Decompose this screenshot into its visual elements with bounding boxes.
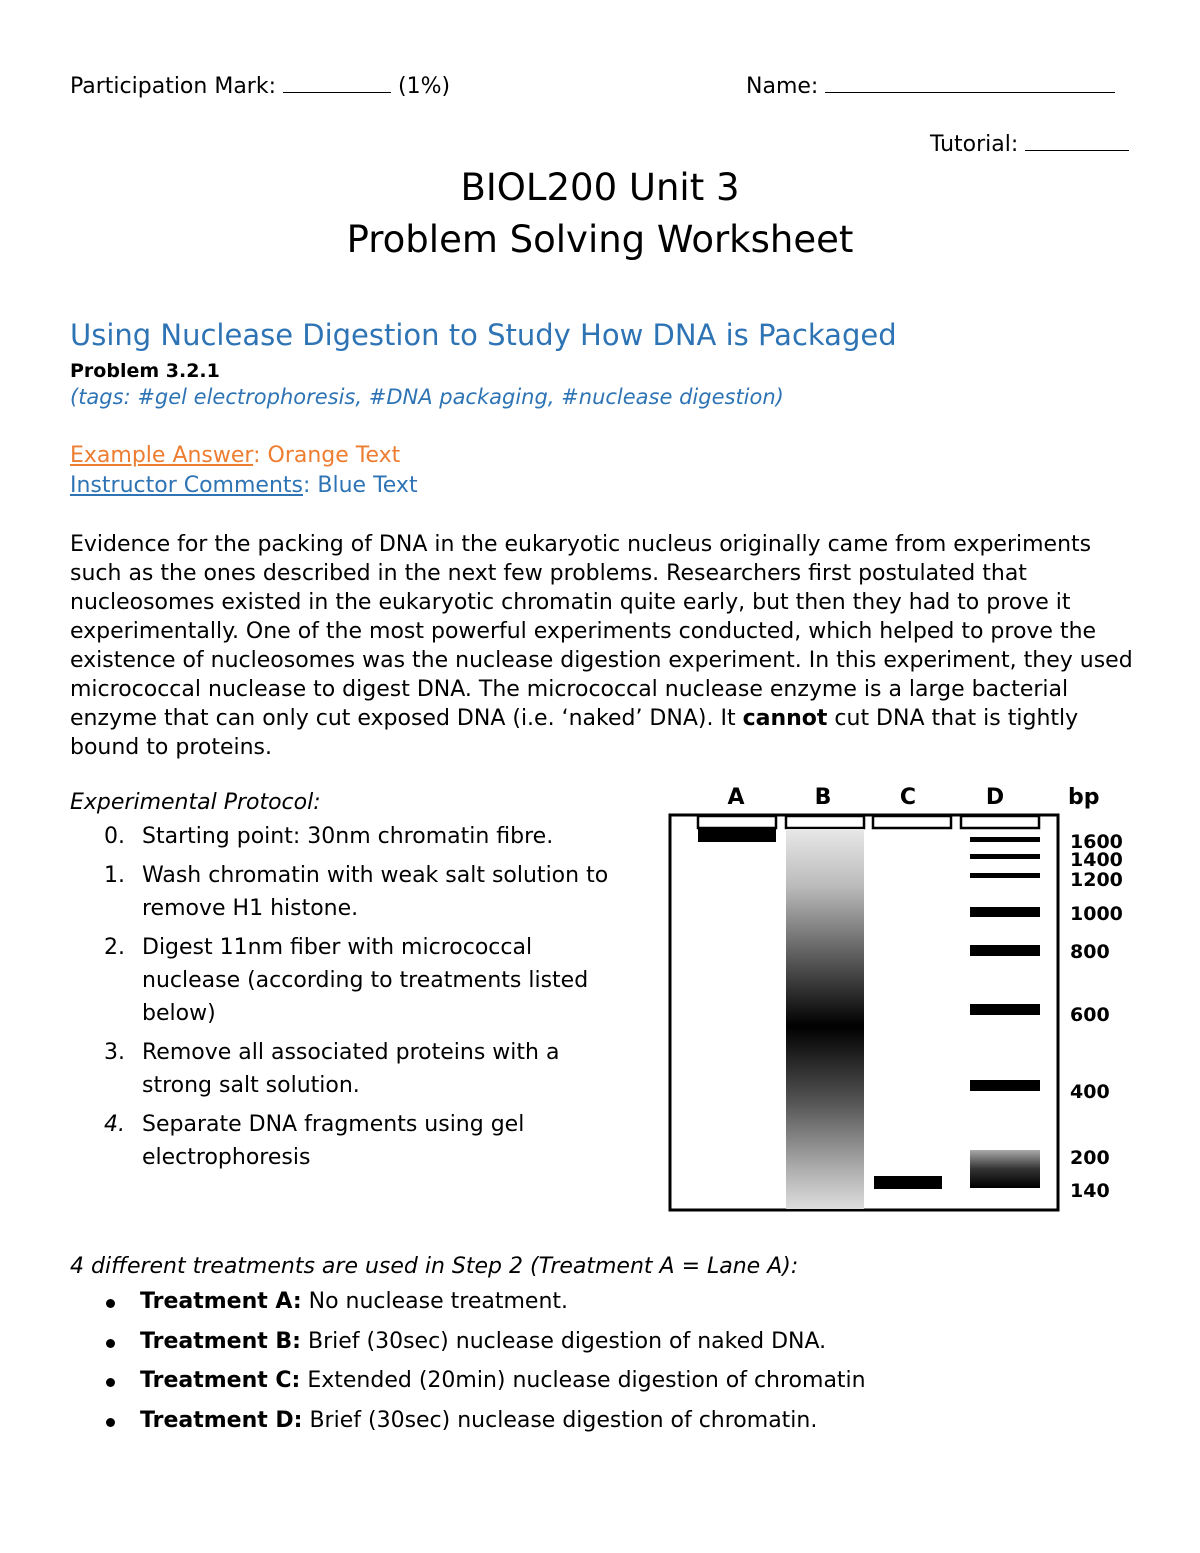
bp-label: 400 xyxy=(1070,1081,1110,1103)
participation-label: Participation Mark: xyxy=(70,74,276,99)
ladder-band xyxy=(970,945,1040,956)
title-line-2: Problem Solving Worksheet xyxy=(346,218,854,261)
gel-diagram xyxy=(660,780,1130,1220)
ladder-band xyxy=(970,1080,1040,1091)
tutorial-field xyxy=(930,132,1129,157)
example-answer-label: Example Answer xyxy=(70,443,254,468)
intro-paragraph: Evidence for the packing of DNA in the eukaryotic nucleus originally came from experiments such as the ones described in the next few problems. Researchers first postulated that nucleosomes existed in the eukaryotic chromatin quite early, but then they had to prove it experimentally. One of the most powerful experiments conducted, which helped to prove the existence of nucleosomes was the nuclease digestion experiment. In this experiment, they used micrococcal nuclease to digest DNA. The micrococcal nuclease enzyme is a large bacterial enzyme that can only cut exposed DNA (i.e. ‘naked’ DNA). It cannot cut DNA that is tightly bound to proteins. xyxy=(70,532,1133,760)
tutorial-blank[interactable] xyxy=(1025,150,1129,151)
lane-b-smear xyxy=(786,829,864,1209)
instructor-comments-label: Instructor Comments xyxy=(70,473,303,498)
well-b xyxy=(786,816,864,828)
participation-mark xyxy=(70,74,450,99)
ladder-band xyxy=(970,837,1040,842)
ladder-band xyxy=(970,1004,1040,1015)
participation-blank[interactable] xyxy=(283,92,391,93)
example-answer-legend: Example Answer: Orange Text xyxy=(70,443,401,468)
well-d xyxy=(961,816,1039,828)
problem-tags: (tags: #gel electrophoresis, #DNA packaging, #nuclease digestion) xyxy=(70,385,784,409)
ladder-smear xyxy=(970,1150,1040,1188)
bp-label: 1600 xyxy=(1070,831,1123,853)
bp-label: 1400 xyxy=(1070,849,1123,871)
ladder-band xyxy=(970,854,1040,859)
bp-label: 1200 xyxy=(1070,869,1123,891)
bp-label: 1000 xyxy=(1070,903,1123,925)
bp-label: 800 xyxy=(1070,941,1110,963)
treatment-item: Treatment C: Extended (20min) nuclease digestion of chromatin xyxy=(70,1368,1130,1408)
protocol-step: 4. Separate DNA fragments using gel electrophoresis xyxy=(104,1112,525,1170)
ladder-band xyxy=(970,873,1040,878)
bp-label: 140 xyxy=(1070,1180,1110,1202)
bp-label: 200 xyxy=(1070,1147,1110,1169)
title-line-1: BIOL200 Unit 3 xyxy=(460,166,740,209)
bp-unit-label: bp xyxy=(1068,785,1100,810)
bp-label: 600 xyxy=(1070,1004,1110,1026)
tutorial-label: Tutorial: xyxy=(930,132,1019,157)
section-heading: Using Nuclease Digestion to Study How DNA is Packaged xyxy=(70,318,897,352)
well-c xyxy=(873,816,951,828)
emphasis-cannot: cannot xyxy=(742,706,828,731)
lane-c-band xyxy=(874,1176,942,1189)
instructor-comments-legend: Instructor Comments: Blue Text xyxy=(70,473,418,498)
lane-a-band xyxy=(698,828,776,842)
ladder-band xyxy=(970,907,1040,917)
name-label: Name: xyxy=(746,74,819,99)
protocol-step: 3. Remove all associated proteins with a strong salt solution. xyxy=(104,1040,560,1098)
treatment-item: Treatment A: No nuclease treatment. xyxy=(70,1289,1130,1329)
treatment-item: Treatment B: Brief (30sec) nuclease digestion of naked DNA. xyxy=(70,1329,1130,1369)
name-blank[interactable] xyxy=(825,92,1115,93)
participation-weight: (1%) xyxy=(398,74,451,99)
treatment-item: Treatment D: Brief (30sec) nuclease digestion of chromatin. xyxy=(70,1408,1130,1448)
protocol-step: 2. Digest 11nm fiber with micrococcal nuclease (according to treatments listed below) xyxy=(104,935,589,1026)
page-title xyxy=(0,162,1200,266)
name-field xyxy=(746,74,1115,99)
lane-label-c: C xyxy=(899,785,917,810)
bullet-icon xyxy=(106,1299,115,1308)
instructor-comments-value: Blue Text xyxy=(317,473,418,498)
lane-label-a: A xyxy=(727,785,745,810)
treatments-title: 4 different treatments are used in Step 2 (Treatment A = Lane A): xyxy=(70,1254,799,1279)
treatments-list xyxy=(70,1289,1130,1447)
well-a xyxy=(698,816,776,828)
protocol-step: 0. Starting point: 30nm chromatin fibre. xyxy=(104,824,554,849)
lane-label-d: D xyxy=(985,785,1005,810)
protocol-steps xyxy=(70,820,630,1180)
protocol-step: 1. Wash chromatin with weak salt solution to remove H1 histone. xyxy=(104,863,609,921)
protocol-title: Experimental Protocol: xyxy=(70,790,321,815)
problem-number: Problem 3.2.1 xyxy=(70,360,220,382)
example-answer-value: Orange Text xyxy=(267,443,401,468)
bullet-icon xyxy=(106,1418,115,1427)
bullet-icon xyxy=(106,1378,115,1387)
lane-label-b: B xyxy=(814,785,832,810)
bullet-icon xyxy=(106,1339,115,1348)
